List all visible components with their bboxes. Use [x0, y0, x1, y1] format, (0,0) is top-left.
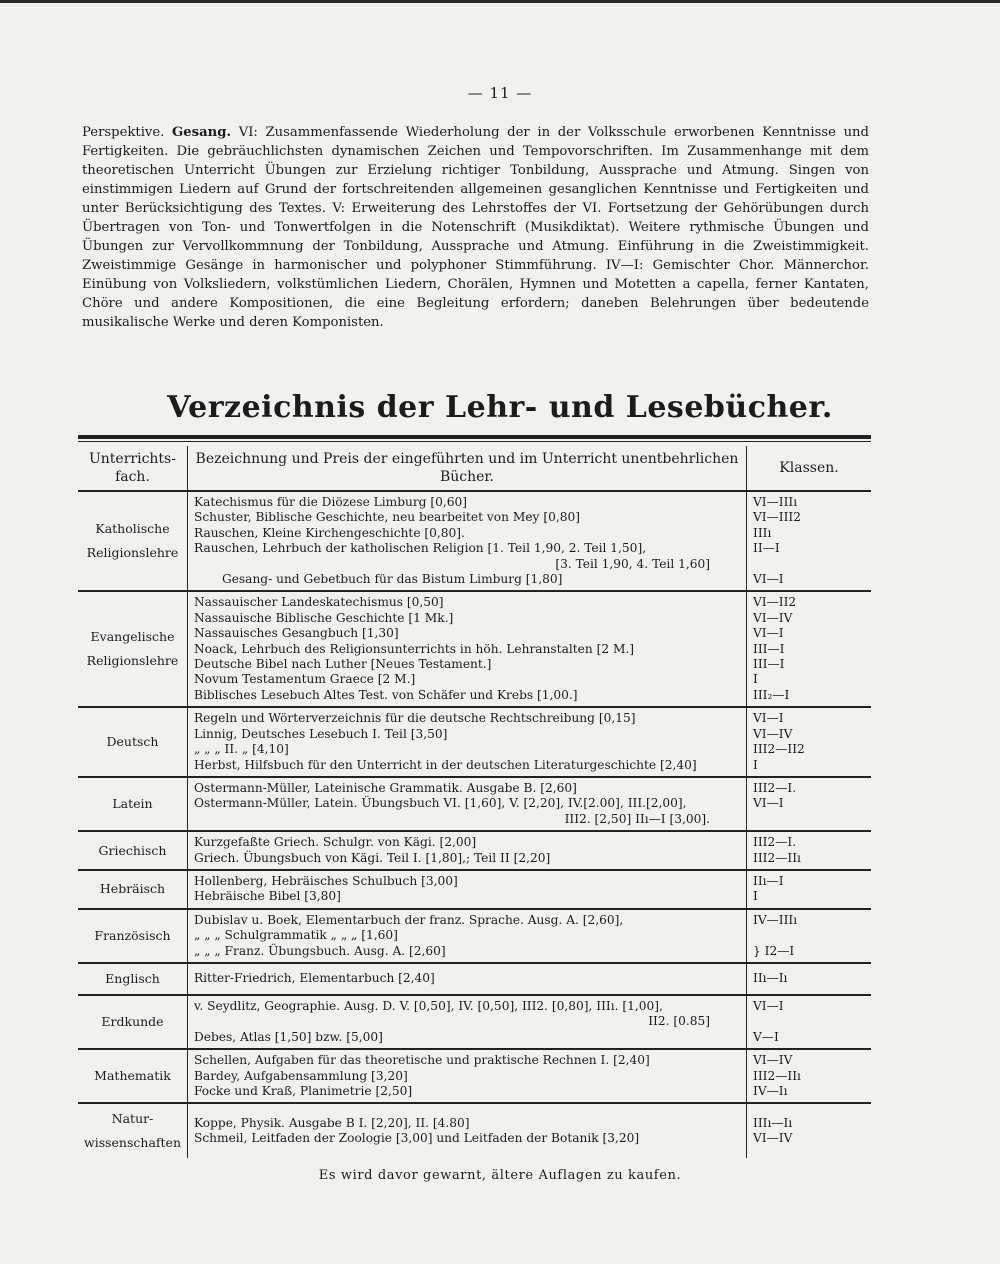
book-entry: Schmeil, Leitfaden der Zoologie [3,00] und Leitfaden der Botanik [3,20]	[193, 1131, 640, 1146]
book-entry: Ritter-Friedrich, Elementarbuch [2,40]	[193, 971, 435, 986]
book-list-heading: Verzeichnis der Lehr- und Lesebücher.	[167, 390, 833, 425]
book-entry: Nassauischer Landeskatechismus [0,50]	[193, 595, 444, 610]
section-label: Gesang.	[172, 125, 232, 140]
table-row	[78, 909, 871, 963]
table-row	[78, 1103, 871, 1158]
classes-cell	[747, 491, 872, 591]
description-cell	[187, 707, 746, 777]
book-entry: Rauschen, Lehrbuch der katholischen Religion [1. Teil 1,90, 2. Teil 1,50],	[193, 541, 647, 556]
book-entry: Linnig, Deutsches Lesebuch I. Teil [3,50]	[193, 726, 448, 741]
table-row	[78, 963, 871, 995]
class-range: I	[753, 757, 758, 772]
book-list-table	[78, 446, 871, 1158]
description-cell	[187, 491, 746, 591]
classes-cell	[747, 995, 872, 1049]
subject-cell: Deutsch	[78, 707, 187, 777]
classes-cell	[747, 777, 872, 831]
table-row	[78, 995, 871, 1049]
book-entry: „ „ „ Schulgrammatik „ „ „ [1,60]	[193, 928, 398, 943]
book-entry: Herbst, Hilfsbuch für den Unterricht in der deutschen Literaturgeschichte [2,40]	[193, 757, 697, 772]
book-entry: [3. Teil 1,90, 4. Teil 1,60]	[555, 556, 710, 571]
class-range: III2—IIı	[753, 1068, 801, 1083]
book-entry: Biblisches Lesebuch Altes Test. von Schäfer und Krebs [1,00.]	[193, 687, 578, 702]
table-row	[78, 777, 871, 831]
description-cell	[187, 1049, 746, 1103]
subject-cell: Französisch	[78, 909, 187, 963]
class-range: VI—I	[753, 626, 784, 641]
book-entry: Nassauisches Gesangbuch [1,30]	[193, 626, 399, 641]
description-cell	[187, 591, 746, 707]
classes-cell	[747, 707, 872, 777]
description-cell	[187, 909, 746, 963]
table-row	[78, 491, 871, 591]
book-entry: Griech. Übungsbuch von Kägi. Teil I. [1,80],; Teil II [2,20]	[193, 850, 551, 865]
table-top-rule	[78, 435, 871, 439]
class-range: III2—II2	[753, 742, 805, 757]
classes-cell	[747, 1103, 872, 1158]
book-entry: v. Seydlitz, Geographie. Ausg. D. V. [0,50], IV. [0,50], III2. [0,80], IIIı. [1,00],	[193, 998, 663, 1013]
book-entry: Schellen, Aufgaben für das theoretische und praktische Rechnen I. [2,40]	[193, 1053, 650, 1068]
book-entry: Dubislav u. Boek, Elementarbuch der franz. Sprache. Ausg. A. [2,60],	[193, 912, 624, 927]
class-range: IIIı	[753, 525, 772, 540]
book-entry: „ „ „ II. „ [4,10]	[193, 742, 289, 757]
description-cell	[187, 1103, 746, 1158]
class-range: IIı—I	[753, 873, 784, 888]
description-cell	[187, 870, 746, 909]
book-entry: III2. [2,50] IIı—I [3,00].	[564, 811, 710, 826]
table-row	[78, 707, 871, 777]
class-range: VI—IV	[753, 726, 793, 741]
classes-cell	[747, 870, 872, 909]
description-cell	[187, 963, 746, 995]
subject-cell: Hebräisch	[78, 870, 187, 909]
description-cell	[187, 995, 746, 1049]
subject-cell: Mathematik	[78, 1049, 187, 1103]
book-entry: Bardey, Aufgabensammlung [3,20]	[193, 1068, 408, 1083]
page-number: — 11 —	[467, 84, 533, 102]
book-entry: Hollenberg, Hebräisches Schulbuch [3,00]	[193, 873, 458, 888]
book-entry: II2. [0.85]	[648, 1014, 710, 1029]
class-range: VI—II2	[753, 595, 797, 610]
book-entry: Katechismus für die Diözese Limburg [0,60]	[193, 495, 468, 509]
book-entry: Ostermann-Müller, Lateinische Grammatik. Ausgabe B. [2,60]	[193, 780, 577, 795]
book-entry: Novum Testamentum Graece [2 M.]	[193, 672, 416, 687]
book-entry: Koppe, Physik. Ausgabe B I. [2,20], II. [4.80]	[193, 1116, 470, 1130]
class-range: VI—I	[753, 711, 784, 726]
book-entry: Gesang- und Gebetbuch für das Bistum Limburg [1,80]	[221, 572, 563, 587]
class-range: V—I	[753, 1029, 779, 1044]
top-border-line	[0, 0, 1000, 3]
subject-cell: Natur-wissenschaften	[78, 1103, 187, 1158]
paragraph-text: Perspektive.	[82, 125, 173, 140]
class-range: I	[753, 672, 758, 687]
table-row	[78, 831, 871, 870]
class-range: III2—IIı	[753, 850, 801, 865]
class-range: III—I	[753, 641, 785, 656]
book-entry: Rauschen, Kleine Kirchengeschichte [0,80].	[193, 525, 465, 540]
class-range: IV—IIIı	[753, 912, 798, 927]
book-entry: Deutsche Bibel nach Luther [Neues Testament.]	[193, 657, 492, 672]
class-range: III2—I.	[753, 780, 797, 795]
subject-cell: Griechisch	[78, 831, 187, 870]
classes-cell	[747, 963, 872, 995]
class-range: IV—Iı	[753, 1084, 788, 1098]
class-range: VI—IV	[753, 1053, 793, 1068]
table-top-rule-thin	[78, 441, 871, 442]
class-range: VI—IIIı	[753, 495, 798, 509]
subject-cell: Evangelische Religionslehre	[78, 591, 187, 707]
table-row	[78, 591, 871, 707]
book-entry: „ „ „ Franz. Übungsbuch. Ausg. A. [2,60]	[193, 943, 446, 958]
book-entry: Hebräische Bibel [3,80]	[193, 889, 341, 904]
book-entry: Kurzgefaßte Griech. Schulgr. von Kägi. [2,00]	[193, 835, 477, 850]
subject-cell: Katholische Religionslehre	[78, 491, 187, 591]
header-description: Bezeichnung und Preis der eingeführten und im Unterricht unentbehrlichen Bücher.	[187, 446, 746, 491]
gesang-paragraph	[82, 123, 869, 332]
classes-cell	[747, 591, 872, 707]
class-range: VI—IV	[753, 1131, 793, 1146]
description-cell	[187, 777, 746, 831]
classes-cell	[747, 1049, 872, 1103]
class-range: VI—I	[753, 998, 784, 1013]
table-header-row	[78, 446, 871, 491]
subject-cell: Erdkunde	[78, 995, 187, 1049]
class-range: I	[753, 889, 758, 904]
class-range	[753, 1014, 865, 1029]
classes-cell	[747, 909, 872, 963]
book-entry: Schuster, Biblische Geschichte, neu bearbeitet von Mey [0,80]	[193, 510, 580, 525]
class-range	[753, 812, 865, 827]
class-range	[753, 928, 865, 943]
class-range: III2—I.	[753, 835, 797, 850]
header-classes: Klassen.	[747, 446, 872, 491]
class-range: VI—I	[753, 572, 784, 587]
class-range: VI—IV	[753, 610, 793, 625]
classes-cell	[747, 831, 872, 870]
class-range: IIIı—Iı	[753, 1116, 793, 1130]
class-range: III—I	[753, 657, 785, 672]
subject-cell: Englisch	[78, 963, 187, 995]
book-entry: Debes, Atlas [1,50] bzw. [5,00]	[193, 1029, 383, 1044]
book-entry: Focke und Kraß, Planimetrie [2,50]	[193, 1084, 413, 1098]
book-entry: Nassauische Biblische Geschichte [1 Mk.]	[193, 610, 454, 625]
class-range: II—I	[753, 541, 780, 556]
paragraph-text: VI: Zusammenfassende Wiederholung der in der Volksschule erworbenen Kenntnisse und Fertigkeiten. Die gebräuchlichsten dynamischen Zeichen und Tempovorschriften. Im Zusammenhange mit dem theoretischen Unterricht Übungen zur Erzielung richtiger Tonbildung, Aussprache und Atmung. Singen von einstimmigen Liedern auf Grund der fortschreitenden allgemeinen gesanglichen Kenntnisse und Fertigkeiten und unter Berücksichtigung des Textes. V: Erweiterung des Lehrstoffes der VI. Fortsetzung der Gehörübungen durch Übertragen von Ton- und Tonwertfolgen in die Notenschrift (Musikdiktat). Weitere rythmische Übungen und Übungen zur Vervollkommnung der Tonbildung, Aussprache und Atmung. Einführung in die Zweistimmigkeit. Zweistimmige Gesänge in harmonischer und polyphoner Stimmführung. IV—I: Gemischter Chor. Männerchor. Einübung von Volksliedern, volkstümlichen Liedern, Chorälen, Hymnen und Motetten a capella, ferner Kantaten, Chöre und andere Kompositionen, die eine Begleitung erfordern; daneben Belehrungen über bedeutende musikalische Werke und deren Komponisten.	[82, 125, 869, 330]
book-entry: Noack, Lehrbuch des Religionsunterrichts in höh. Lehranstalten [2 M.]	[193, 641, 635, 656]
class-range: IIı—Iı	[753, 971, 788, 986]
description-cell	[187, 831, 746, 870]
subject-cell: Latein	[78, 777, 187, 831]
table-row	[78, 1049, 871, 1103]
class-range: VI—III2	[753, 510, 802, 525]
class-range: VI—I	[753, 796, 784, 811]
table-row	[78, 870, 871, 909]
footer-note: Es wird davor gewarnt, ältere Auflagen zu kaufen.	[318, 1168, 682, 1183]
book-entry: Regeln und Wörterverzeichnis für die deutsche Rechtschreibung [0,15]	[193, 711, 636, 726]
class-range	[753, 557, 865, 572]
book-entry: Ostermann-Müller, Latein. Übungsbuch VI. [1,60], V. [2,20], IV.[2.00], III.[2,00],	[193, 796, 687, 811]
class-range: III₂—I	[753, 687, 790, 702]
header-subject: Unterrichts-fach.	[78, 446, 187, 491]
class-range: } I2—I	[753, 943, 795, 958]
